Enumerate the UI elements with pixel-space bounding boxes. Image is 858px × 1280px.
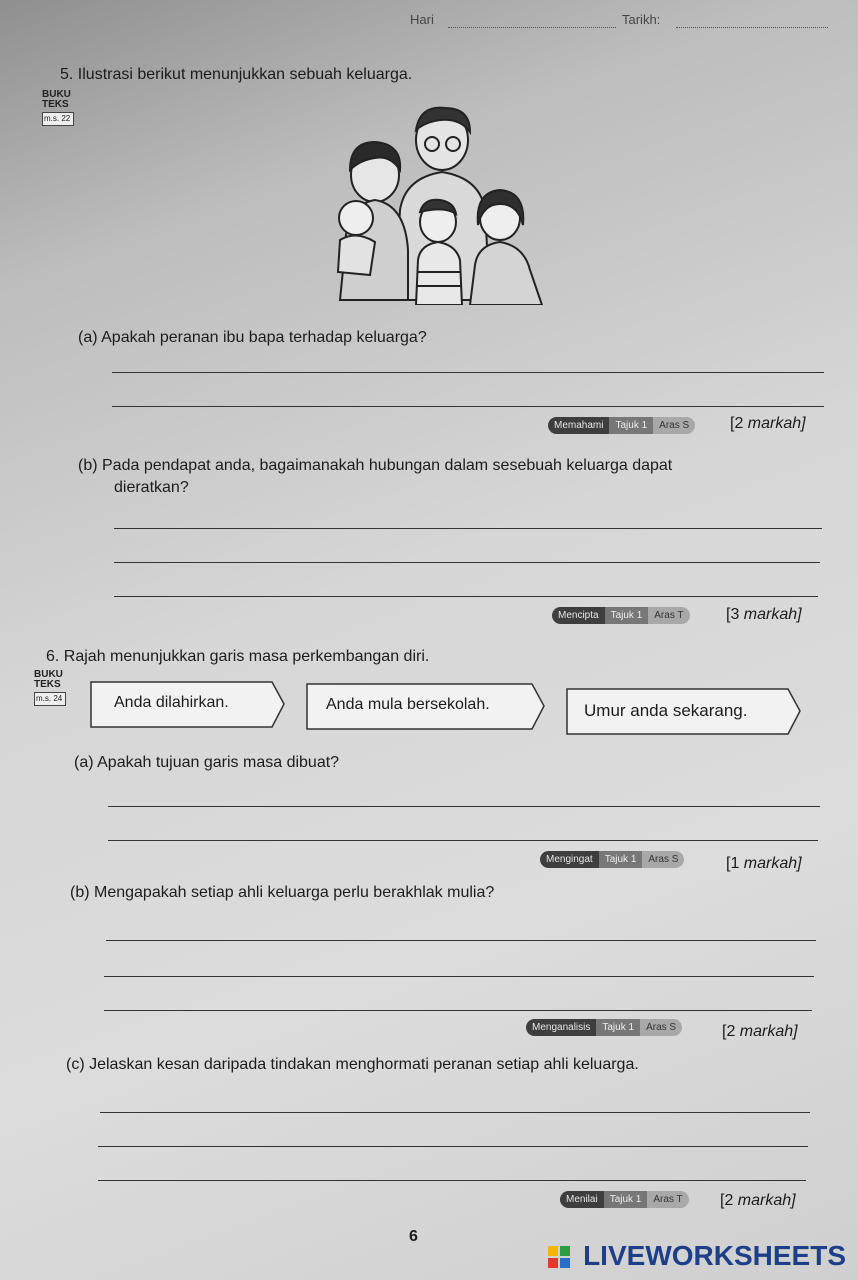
- timeline-step-3: [566, 688, 802, 734]
- q5b-answer-line-3[interactable]: [114, 596, 818, 597]
- timeline-step-1: [90, 681, 286, 727]
- timeline-label: Umur anda sekarang.: [584, 701, 748, 720]
- liveworksheets-logo-icon: [548, 1246, 572, 1268]
- q6c-answer-line-2[interactable]: [98, 1146, 808, 1147]
- q6a-answer-line-2[interactable]: [108, 840, 818, 841]
- q6b-question: (b) Mengapakah setiap ahli keluarga perlu berakhlak mulia?: [70, 884, 495, 901]
- q6c-answer-line-3[interactable]: [98, 1180, 806, 1181]
- hari-line: [448, 27, 616, 28]
- q6b-answer-line-3[interactable]: [104, 1010, 812, 1011]
- q5a-question: (a) Apakah peranan ibu bapa terhadap keluarga?: [78, 329, 427, 346]
- q6-title: 6. Rajah menunjukkan garis masa perkembangan diri.: [46, 648, 430, 665]
- timeline-label: Anda mula bersekolah.: [326, 696, 490, 713]
- tag-skill: Memahami: [548, 417, 609, 434]
- tarikh-line: [676, 27, 828, 28]
- q5a-answer-line-1[interactable]: [112, 372, 824, 373]
- q6c-skill-tag: [560, 1191, 689, 1208]
- q5a-answer-line-2[interactable]: [112, 406, 824, 407]
- buku-line2: TEKS: [34, 679, 61, 690]
- q5-title: 5. Ilustrasi berikut menunjukkan sebuah keluarga.: [60, 66, 413, 83]
- q5b-answer-line-1[interactable]: [114, 528, 822, 529]
- q5a-skill-tag: [548, 417, 695, 434]
- tarikh-label: Tarikh:: [622, 12, 661, 27]
- q6a-question: (a) Apakah tujuan garis masa dibuat?: [74, 754, 340, 771]
- q6a-skill-tag: [540, 851, 684, 868]
- buku-line1: BUKU: [34, 669, 63, 680]
- tag-level: Aras T: [647, 1191, 688, 1208]
- tag-topic: Tajuk 1: [596, 1019, 640, 1036]
- buku-line2: TEKS: [42, 99, 69, 110]
- q5-buku-teks-badge: [42, 90, 74, 126]
- q6c-marks: [2 markah]: [720, 1192, 796, 1209]
- tag-level: Aras S: [640, 1019, 682, 1036]
- tag-topic: Tajuk 1: [604, 1191, 648, 1208]
- timeline-label: Anda dilahirkan.: [114, 694, 229, 711]
- liveworksheets-brand: LIVEWORKSHEETS: [583, 1240, 846, 1271]
- family-illustration: [320, 100, 550, 305]
- timeline-step-2: [306, 683, 546, 729]
- q6a-marks: [1 markah]: [726, 855, 802, 872]
- q5b-question-line2: dieratkan?: [114, 479, 189, 496]
- page-number: 6: [409, 1228, 418, 1245]
- q6b-answer-line-2[interactable]: [104, 976, 814, 977]
- buku-page: m.s. 24: [34, 692, 66, 706]
- hari-label: Hari: [410, 12, 434, 27]
- q6b-answer-line-1[interactable]: [106, 940, 816, 941]
- q6-buku-teks-badge: [34, 670, 66, 706]
- q5b-skill-tag: [552, 607, 690, 624]
- q6c-answer-line-1[interactable]: [100, 1112, 810, 1113]
- q6a-answer-line-1[interactable]: [108, 806, 820, 807]
- q6c-question: (c) Jelaskan kesan daripada tindakan menghormati peranan setiap ahli keluarga.: [66, 1056, 639, 1073]
- q5b-question-line1: (b) Pada pendapat anda, bagaimanakah hubungan dalam sesebuah keluarga dapat: [78, 457, 673, 474]
- tag-level: Aras S: [642, 851, 684, 868]
- tag-topic: Tajuk 1: [599, 851, 643, 868]
- q5b-marks: [3 markah]: [726, 606, 802, 623]
- tag-level: Aras S: [653, 417, 695, 434]
- q6b-skill-tag: [526, 1019, 682, 1036]
- tag-skill: Mengingat: [540, 851, 599, 868]
- tag-level: Aras T: [648, 607, 689, 624]
- tag-skill: Menilai: [560, 1191, 604, 1208]
- buku-line1: BUKU: [42, 89, 71, 100]
- tag-skill: Menganalisis: [526, 1019, 596, 1036]
- q6b-marks: [2 markah]: [722, 1023, 798, 1040]
- tag-topic: Tajuk 1: [605, 607, 649, 624]
- q5a-marks: [2 markah]: [730, 415, 806, 432]
- tag-skill: Mencipta: [552, 607, 605, 624]
- buku-page: m.s. 22: [42, 112, 74, 126]
- tag-topic: Tajuk 1: [609, 417, 653, 434]
- q5b-answer-line-2[interactable]: [114, 562, 820, 563]
